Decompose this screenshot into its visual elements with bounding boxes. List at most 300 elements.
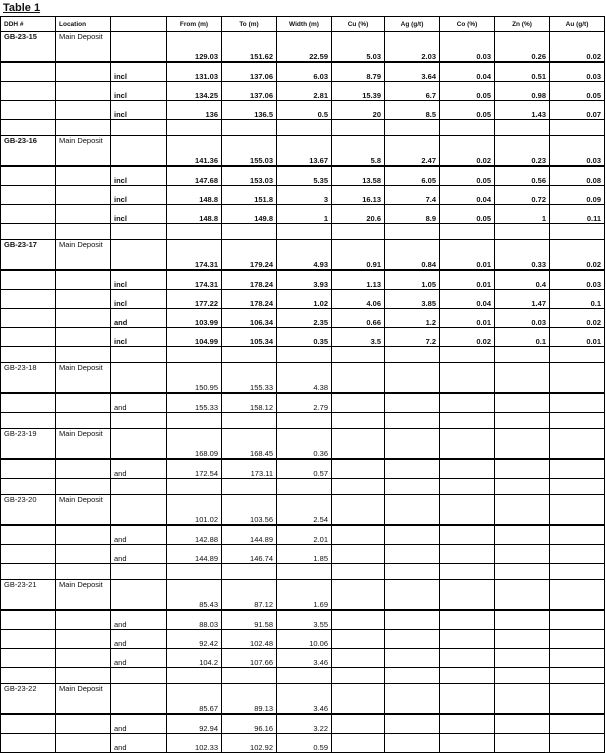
value-cell <box>550 684 605 715</box>
value-cell: 0.05 <box>550 82 605 101</box>
location-cell: Main Deposit <box>56 363 111 394</box>
interval-label-cell: incl <box>111 82 167 101</box>
interval-label-cell: incl <box>111 290 167 309</box>
value-cell: 2.81 <box>277 82 332 101</box>
table-row <box>1 684 605 715</box>
table-row <box>1 363 605 394</box>
empty-cell <box>385 120 440 136</box>
value-cell <box>550 714 605 734</box>
value-cell <box>440 714 495 734</box>
value-cell: 0.36 <box>277 429 332 460</box>
table-row <box>1 309 605 328</box>
table-row <box>1 82 605 101</box>
hole-id-cell <box>1 290 56 309</box>
assay-table <box>0 16 605 753</box>
table-row <box>1 610 605 630</box>
value-cell: 178.24 <box>222 290 277 309</box>
value-cell: 1.85 <box>277 545 332 564</box>
hole-id-cell <box>1 205 56 224</box>
table-row <box>1 495 605 526</box>
value-cell: 2.54 <box>277 495 332 526</box>
value-cell: 0.72 <box>495 186 550 205</box>
value-cell: 5.35 <box>277 166 332 186</box>
value-cell: 0.09 <box>550 186 605 205</box>
value-cell <box>550 495 605 526</box>
value-cell: 1.47 <box>495 290 550 309</box>
empty-cell <box>440 120 495 136</box>
column-header: To (m) <box>222 17 277 32</box>
value-cell: 8.5 <box>385 101 440 120</box>
value-cell: 3.22 <box>277 714 332 734</box>
value-cell <box>385 610 440 630</box>
value-cell <box>385 545 440 564</box>
table-row <box>1 714 605 734</box>
column-header: Au (g/t) <box>550 17 605 32</box>
value-cell: 0.03 <box>550 270 605 290</box>
empty-cell <box>440 564 495 580</box>
value-cell <box>550 393 605 413</box>
empty-cell <box>385 668 440 684</box>
table-row <box>1 101 605 120</box>
value-cell: 0.91 <box>332 240 385 271</box>
value-cell: 0.98 <box>495 82 550 101</box>
interval-label-cell <box>111 580 167 611</box>
value-cell: 177.22 <box>167 290 222 309</box>
empty-cell <box>222 479 277 495</box>
empty-cell <box>550 413 605 429</box>
value-cell: 0.05 <box>440 101 495 120</box>
value-cell: 134.25 <box>167 82 222 101</box>
value-cell: 151.62 <box>222 32 277 63</box>
table-row <box>1 630 605 649</box>
hole-id-cell: GB-23-20 <box>1 495 56 526</box>
value-cell: 87.12 <box>222 580 277 611</box>
column-header: DDH # <box>1 17 56 32</box>
location-cell <box>56 525 111 545</box>
value-cell <box>332 363 385 394</box>
value-cell: 104.2 <box>167 649 222 668</box>
hole-id-cell: GB-23-17 <box>1 240 56 271</box>
value-cell: 155.03 <box>222 136 277 167</box>
empty-cell <box>550 120 605 136</box>
table-row <box>1 62 605 82</box>
value-cell <box>332 580 385 611</box>
empty-cell <box>111 224 167 240</box>
empty-cell <box>385 564 440 580</box>
value-cell: 0.03 <box>550 136 605 167</box>
value-cell: 0.84 <box>385 240 440 271</box>
interval-label-cell: incl <box>111 186 167 205</box>
empty-cell <box>332 564 385 580</box>
empty-cell <box>495 224 550 240</box>
empty-cell <box>222 564 277 580</box>
location-cell <box>56 290 111 309</box>
column-header: Ag (g/t) <box>385 17 440 32</box>
table-row <box>1 328 605 347</box>
value-cell: 0.02 <box>550 240 605 271</box>
value-cell: 91.58 <box>222 610 277 630</box>
empty-cell <box>385 347 440 363</box>
value-cell: 150.95 <box>167 363 222 394</box>
value-cell <box>385 429 440 460</box>
value-cell: 142.88 <box>167 525 222 545</box>
empty-cell <box>277 120 332 136</box>
location-cell <box>56 62 111 82</box>
empty-cell <box>495 479 550 495</box>
interval-label-cell: and <box>111 459 167 479</box>
spacer-row <box>1 347 605 363</box>
value-cell <box>332 630 385 649</box>
value-cell <box>440 459 495 479</box>
value-cell <box>440 363 495 394</box>
empty-cell <box>495 668 550 684</box>
empty-cell <box>222 413 277 429</box>
value-cell: 6.7 <box>385 82 440 101</box>
value-cell: 7.2 <box>385 328 440 347</box>
hole-id-cell: GB-23-22 <box>1 684 56 715</box>
spacer-row <box>1 413 605 429</box>
value-cell: 158.12 <box>222 393 277 413</box>
empty-cell <box>277 224 332 240</box>
empty-cell <box>1 413 56 429</box>
location-cell <box>56 610 111 630</box>
empty-cell <box>495 120 550 136</box>
column-header: Cu (%) <box>332 17 385 32</box>
value-cell: 106.34 <box>222 309 277 328</box>
value-cell: 168.45 <box>222 429 277 460</box>
value-cell: 141.36 <box>167 136 222 167</box>
value-cell <box>332 495 385 526</box>
table-row <box>1 240 605 271</box>
empty-cell <box>440 413 495 429</box>
value-cell: 0.01 <box>440 270 495 290</box>
interval-label-cell: and <box>111 393 167 413</box>
spacer-row <box>1 564 605 580</box>
value-cell <box>440 495 495 526</box>
value-cell <box>495 734 550 753</box>
value-cell: 179.24 <box>222 240 277 271</box>
empty-cell <box>277 668 332 684</box>
value-cell <box>440 630 495 649</box>
value-cell: 0.57 <box>277 459 332 479</box>
value-cell: 131.03 <box>167 62 222 82</box>
interval-label-cell: incl <box>111 166 167 186</box>
value-cell <box>440 545 495 564</box>
spacer-row <box>1 224 605 240</box>
table-row <box>1 545 605 564</box>
interval-label-cell: and <box>111 734 167 753</box>
location-cell: Main Deposit <box>56 240 111 271</box>
value-cell: 147.68 <box>167 166 222 186</box>
empty-cell <box>1 479 56 495</box>
value-cell: 144.89 <box>167 545 222 564</box>
empty-cell <box>167 413 222 429</box>
value-cell: 8.79 <box>332 62 385 82</box>
value-cell: 151.8 <box>222 186 277 205</box>
value-cell <box>495 649 550 668</box>
value-cell <box>550 363 605 394</box>
location-cell <box>56 82 111 101</box>
column-header: Location <box>56 17 111 32</box>
value-cell <box>440 649 495 668</box>
table-row <box>1 734 605 753</box>
value-cell <box>385 580 440 611</box>
value-cell: 3.64 <box>385 62 440 82</box>
value-cell: 15.39 <box>332 82 385 101</box>
value-cell: 88.03 <box>167 610 222 630</box>
value-cell: 22.59 <box>277 32 332 63</box>
value-cell: 6.05 <box>385 166 440 186</box>
value-cell: 0.01 <box>440 309 495 328</box>
value-cell: 0.04 <box>440 290 495 309</box>
interval-label-cell: and <box>111 714 167 734</box>
column-header: From (m) <box>167 17 222 32</box>
location-cell: Main Deposit <box>56 429 111 460</box>
empty-cell <box>385 413 440 429</box>
hole-id-cell: GB-23-15 <box>1 32 56 63</box>
empty-cell <box>111 120 167 136</box>
hole-id-cell <box>1 62 56 82</box>
hole-id-cell: GB-23-18 <box>1 363 56 394</box>
location-cell <box>56 649 111 668</box>
value-cell <box>440 684 495 715</box>
value-cell: 1.69 <box>277 580 332 611</box>
hole-id-cell <box>1 630 56 649</box>
table-row <box>1 580 605 611</box>
location-cell <box>56 393 111 413</box>
empty-cell <box>332 224 385 240</box>
value-cell <box>550 429 605 460</box>
empty-cell <box>440 224 495 240</box>
interval-label-cell: incl <box>111 62 167 82</box>
interval-label-cell <box>111 429 167 460</box>
value-cell: 148.8 <box>167 186 222 205</box>
value-cell: 0.33 <box>495 240 550 271</box>
value-cell: 103.56 <box>222 495 277 526</box>
value-cell <box>495 429 550 460</box>
value-cell <box>495 580 550 611</box>
empty-cell <box>167 668 222 684</box>
table-row <box>1 290 605 309</box>
interval-label-cell <box>111 240 167 271</box>
value-cell: 0.4 <box>495 270 550 290</box>
value-cell: 7.4 <box>385 186 440 205</box>
value-cell <box>385 495 440 526</box>
location-cell: Main Deposit <box>56 495 111 526</box>
hole-id-cell <box>1 525 56 545</box>
hole-id-cell <box>1 270 56 290</box>
interval-label-cell <box>111 32 167 63</box>
empty-cell <box>167 120 222 136</box>
value-cell: 149.8 <box>222 205 277 224</box>
table-row <box>1 136 605 167</box>
location-cell: Main Deposit <box>56 580 111 611</box>
empty-cell <box>56 120 111 136</box>
value-cell <box>332 734 385 753</box>
spacer-row <box>1 668 605 684</box>
value-cell <box>332 714 385 734</box>
empty-cell <box>277 347 332 363</box>
value-cell: 13.67 <box>277 136 332 167</box>
column-header: Co (%) <box>440 17 495 32</box>
value-cell: 3.55 <box>277 610 332 630</box>
interval-label-cell <box>111 684 167 715</box>
value-cell: 1.43 <box>495 101 550 120</box>
value-cell: 96.16 <box>222 714 277 734</box>
hole-id-cell: GB-23-21 <box>1 580 56 611</box>
value-cell: 146.74 <box>222 545 277 564</box>
hole-id-cell <box>1 82 56 101</box>
empty-cell <box>111 668 167 684</box>
empty-cell <box>56 668 111 684</box>
value-cell: 155.33 <box>222 363 277 394</box>
empty-cell <box>111 347 167 363</box>
location-cell <box>56 734 111 753</box>
empty-cell <box>550 564 605 580</box>
empty-cell <box>277 564 332 580</box>
value-cell: 0.07 <box>550 101 605 120</box>
value-cell <box>550 734 605 753</box>
value-cell: 10.06 <box>277 630 332 649</box>
hole-id-cell <box>1 186 56 205</box>
value-cell <box>495 495 550 526</box>
value-cell: 129.03 <box>167 32 222 63</box>
location-cell <box>56 166 111 186</box>
value-cell: 1.05 <box>385 270 440 290</box>
empty-cell <box>440 347 495 363</box>
location-cell <box>56 205 111 224</box>
empty-cell <box>56 413 111 429</box>
interval-label-cell: and <box>111 525 167 545</box>
value-cell: 20 <box>332 101 385 120</box>
empty-cell <box>222 224 277 240</box>
value-cell: 136 <box>167 101 222 120</box>
table-row <box>1 32 605 63</box>
table-row <box>1 429 605 460</box>
value-cell <box>332 525 385 545</box>
value-cell: 3 <box>277 186 332 205</box>
value-cell <box>495 525 550 545</box>
value-cell: 0.02 <box>550 32 605 63</box>
value-cell <box>385 714 440 734</box>
value-cell: 0.1 <box>550 290 605 309</box>
interval-label-cell: and <box>111 649 167 668</box>
value-cell <box>440 734 495 753</box>
value-cell: 137.06 <box>222 62 277 82</box>
table-row <box>1 525 605 545</box>
value-cell: 92.94 <box>167 714 222 734</box>
value-cell: 155.33 <box>167 393 222 413</box>
location-cell <box>56 714 111 734</box>
value-cell <box>385 459 440 479</box>
value-cell <box>495 684 550 715</box>
value-cell: 3.5 <box>332 328 385 347</box>
empty-cell <box>111 564 167 580</box>
value-cell <box>550 610 605 630</box>
value-cell: 104.99 <box>167 328 222 347</box>
value-cell <box>385 393 440 413</box>
value-cell <box>385 649 440 668</box>
column-header: Zn (%) <box>495 17 550 32</box>
value-cell: 148.8 <box>167 205 222 224</box>
value-cell: 3.46 <box>277 649 332 668</box>
value-cell: 2.35 <box>277 309 332 328</box>
value-cell: 4.93 <box>277 240 332 271</box>
value-cell: 0.03 <box>550 62 605 82</box>
value-cell <box>550 459 605 479</box>
empty-cell <box>56 224 111 240</box>
value-cell: 168.09 <box>167 429 222 460</box>
empty-cell <box>167 224 222 240</box>
value-cell <box>332 459 385 479</box>
empty-cell <box>440 479 495 495</box>
value-cell: 0.11 <box>550 205 605 224</box>
empty-cell <box>1 668 56 684</box>
value-cell: 1.13 <box>332 270 385 290</box>
value-cell: 89.13 <box>222 684 277 715</box>
value-cell: 13.58 <box>332 166 385 186</box>
value-cell <box>332 429 385 460</box>
location-cell <box>56 270 111 290</box>
hole-id-cell <box>1 101 56 120</box>
value-cell: 0.01 <box>440 240 495 271</box>
hole-id-cell <box>1 649 56 668</box>
table-title: Table 1 <box>3 2 41 14</box>
value-cell: 102.48 <box>222 630 277 649</box>
empty-cell <box>111 413 167 429</box>
value-cell <box>385 525 440 545</box>
empty-cell <box>385 224 440 240</box>
hole-id-cell: GB-23-16 <box>1 136 56 167</box>
value-cell: 102.33 <box>167 734 222 753</box>
empty-cell <box>332 413 385 429</box>
value-cell: 0.04 <box>440 186 495 205</box>
value-cell: 0.03 <box>440 32 495 63</box>
value-cell: 3.93 <box>277 270 332 290</box>
value-cell: 1.02 <box>277 290 332 309</box>
value-cell <box>495 630 550 649</box>
value-cell <box>495 393 550 413</box>
empty-cell <box>332 479 385 495</box>
value-cell: 1 <box>277 205 332 224</box>
value-cell: 4.06 <box>332 290 385 309</box>
value-cell: 101.02 <box>167 495 222 526</box>
value-cell: 1.2 <box>385 309 440 328</box>
empty-cell <box>222 347 277 363</box>
value-cell: 174.31 <box>167 270 222 290</box>
value-cell: 0.23 <box>495 136 550 167</box>
value-cell: 0.02 <box>550 309 605 328</box>
empty-cell <box>495 564 550 580</box>
interval-label-cell <box>111 495 167 526</box>
location-cell <box>56 459 111 479</box>
value-cell: 0.04 <box>440 62 495 82</box>
empty-cell <box>277 479 332 495</box>
value-cell <box>332 649 385 668</box>
value-cell <box>385 630 440 649</box>
empty-cell <box>167 347 222 363</box>
value-cell: 0.01 <box>550 328 605 347</box>
value-cell <box>495 714 550 734</box>
value-cell: 0.26 <box>495 32 550 63</box>
table-row <box>1 393 605 413</box>
value-cell <box>440 610 495 630</box>
interval-label-cell: and <box>111 610 167 630</box>
table-row <box>1 166 605 186</box>
value-cell: 16.13 <box>332 186 385 205</box>
location-cell <box>56 101 111 120</box>
empty-cell <box>495 413 550 429</box>
